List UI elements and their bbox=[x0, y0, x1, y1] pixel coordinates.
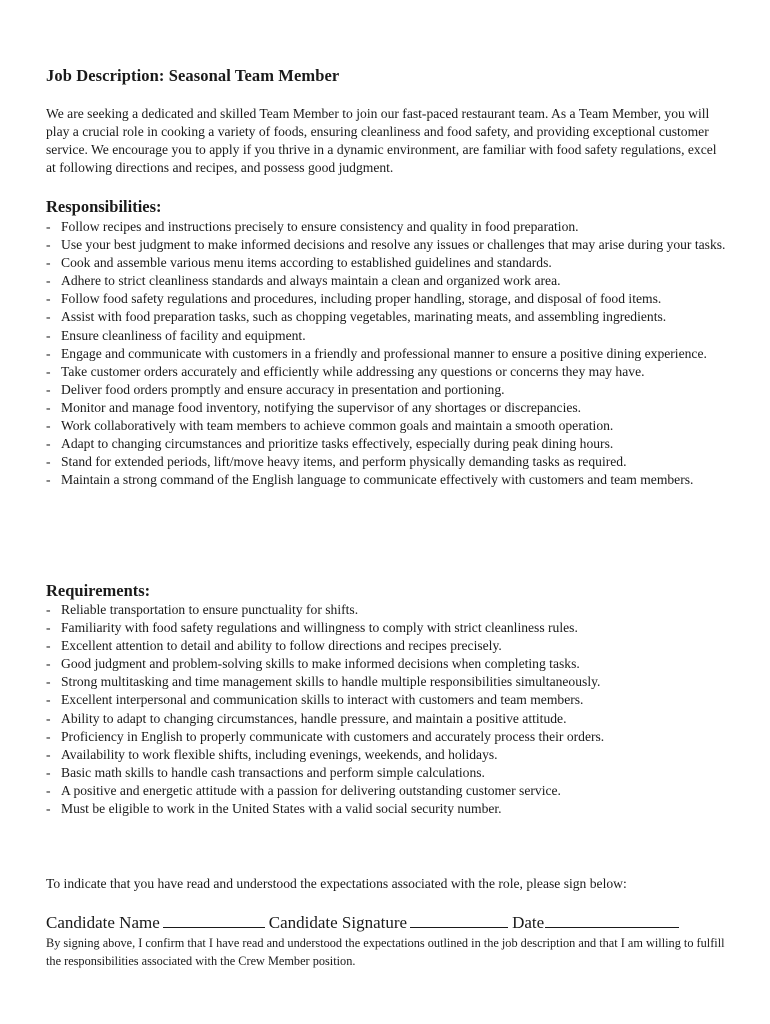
list-item bbox=[46, 619, 736, 637]
list-item bbox=[46, 381, 736, 399]
list-item bbox=[46, 655, 736, 673]
list-item-text: Good judgment and problem-solving skills to make informed decisions when completing tasks. bbox=[61, 656, 580, 672]
bullet-dash: - bbox=[46, 273, 51, 289]
list-item-text: A positive and energetic attitude with a passion for delivering outstanding customer service. bbox=[61, 782, 561, 798]
intro-paragraph: We are seeking a dedicated and skilled Team Member to join our fast-paced restaurant team. As a Team Member, you will play a crucial role in cooking a variety of foods, ensuring cleanliness and food safety, and providing exceptional customer service. We encourage you to apply if you thrive in a dynamic environment, are familiar with food safety regulations, excel at following directions and recipes, and possess good judgment. bbox=[46, 106, 717, 175]
list-item bbox=[46, 453, 736, 471]
list-item-text: Follow recipes and instructions precisely to ensure consistency and quality in food preparation. bbox=[61, 219, 579, 234]
list-item bbox=[46, 272, 736, 290]
list-item bbox=[46, 327, 736, 345]
list-item-text: Follow food safety regulations and procedures, including proper handling, storage, and disposal of food items. bbox=[61, 291, 662, 307]
list-item-text: Monitor and manage food inventory, notifying the supervisor of any shortages or discrepancies. bbox=[61, 399, 582, 415]
bullet-dash: - bbox=[46, 764, 51, 780]
bullet-dash: - bbox=[46, 710, 51, 726]
list-item bbox=[46, 254, 736, 272]
responsibilities-list bbox=[46, 218, 736, 489]
bullet-dash: - bbox=[46, 746, 51, 762]
list-item-text: Availability to work flexible shifts, including evenings, weekends, and holidays. bbox=[61, 746, 498, 762]
list-item bbox=[46, 673, 736, 691]
bullet-dash: - bbox=[46, 674, 51, 690]
list-item bbox=[46, 417, 736, 435]
list-item bbox=[46, 691, 736, 709]
responsibilities-heading: Responsibilities: bbox=[46, 197, 162, 216]
list-item bbox=[46, 710, 736, 728]
list-item bbox=[46, 637, 736, 655]
bullet-dash: - bbox=[46, 291, 51, 307]
bullet-dash: - bbox=[46, 309, 51, 325]
bullet-dash: - bbox=[46, 692, 51, 708]
list-item bbox=[46, 290, 736, 308]
list-item-text: Cook and assemble various menu items according to established guidelines and standards. bbox=[61, 255, 552, 271]
list-item-text: Strong multitasking and time management skills to handle multiple responsibilities simultaneously. bbox=[61, 674, 601, 690]
bullet-dash: - bbox=[46, 381, 51, 397]
list-item bbox=[46, 308, 736, 326]
list-item bbox=[46, 218, 736, 236]
list-item bbox=[46, 782, 736, 800]
bullet-dash: - bbox=[46, 219, 51, 234]
bullet-dash: - bbox=[46, 454, 51, 470]
bullet-dash: - bbox=[46, 728, 51, 744]
list-item-text: Take customer orders accurately and efficiently while addressing any questions or concerns they may have. bbox=[61, 363, 645, 379]
list-item bbox=[46, 764, 736, 782]
signature-line bbox=[46, 913, 683, 933]
bullet-dash: - bbox=[46, 327, 51, 343]
list-item bbox=[46, 746, 736, 764]
list-item-text: Adapt to changing circumstances and prioritize tasks effectively, especially during peak dining hours. bbox=[61, 436, 614, 452]
bullet-dash: - bbox=[46, 255, 51, 271]
list-item-text: Maintain a strong command of the English language to communicate effectively with customers and team members. bbox=[61, 472, 694, 488]
list-item-text: Adhere to strict cleanliness standards and always maintain a clean and organized work area. bbox=[61, 273, 561, 289]
page-title: Job Description: Seasonal Team Member bbox=[46, 66, 340, 85]
list-item-text: Deliver food orders promptly and ensure accuracy in presentation and portioning. bbox=[61, 381, 505, 397]
list-item bbox=[46, 728, 736, 746]
list-item-text: Proficiency in English to properly communicate with customers and accurately process their orders. bbox=[61, 728, 605, 744]
date-label: Date bbox=[512, 913, 545, 932]
bullet-dash: - bbox=[46, 418, 51, 434]
signature-instruction: To indicate that you have read and understood the expectations associated with the role, please sign below: bbox=[46, 876, 627, 891]
bullet-dash: - bbox=[46, 345, 51, 361]
list-item bbox=[46, 236, 736, 254]
list-item-text: Excellent interpersonal and communication skills to interact with customers and team members. bbox=[61, 692, 584, 708]
list-item-text: Basic math skills to handle cash transactions and perform simple calculations. bbox=[61, 764, 485, 780]
list-item bbox=[46, 363, 736, 381]
candidate-name-label: Candidate Name bbox=[46, 913, 160, 932]
bullet-dash: - bbox=[46, 399, 51, 415]
bullet-dash: - bbox=[46, 436, 51, 452]
bullet-dash: - bbox=[46, 472, 51, 488]
requirements-heading: Requirements: bbox=[46, 581, 151, 600]
list-item-text: Ensure cleanliness of facility and equipment. bbox=[61, 327, 306, 343]
list-item-text: Excellent attention to detail and ability to follow directions and recipes precisely. bbox=[61, 638, 502, 654]
list-item bbox=[46, 345, 736, 363]
requirements-list bbox=[46, 601, 736, 818]
list-item bbox=[46, 471, 736, 489]
list-item-text: Engage and communicate with customers in a friendly and professional manner to ensure a positive dining experience. bbox=[61, 345, 707, 361]
list-item-text: Use your best judgment to make informed decisions and resolve any issues or challenges that may arise during your tasks. bbox=[61, 237, 726, 253]
bullet-dash: - bbox=[46, 782, 51, 798]
list-item bbox=[46, 435, 736, 453]
list-item-text: Reliable transportation to ensure punctuality for shifts. bbox=[61, 602, 359, 617]
list-item-text: Ability to adapt to changing circumstances, handle pressure, and maintain a positive attitude. bbox=[61, 710, 567, 726]
list-item bbox=[46, 601, 736, 619]
date-field[interactable] bbox=[545, 913, 679, 928]
candidate-signature-field[interactable] bbox=[410, 913, 508, 928]
bullet-dash: - bbox=[46, 620, 51, 636]
bullet-dash: - bbox=[46, 363, 51, 379]
list-item-text: Assist with food preparation tasks, such as chopping vegetables, marinating meats, and assembling ingredients. bbox=[61, 309, 667, 325]
list-item-text: Familiarity with food safety regulations and willingness to comply with strict cleanliness rules. bbox=[61, 620, 578, 636]
bullet-dash: - bbox=[46, 237, 51, 253]
bullet-dash: - bbox=[46, 638, 51, 654]
list-item-text: Must be eligible to work in the United States with a valid social security number. bbox=[61, 801, 502, 817]
list-item bbox=[46, 800, 736, 818]
list-item bbox=[46, 399, 736, 417]
candidate-signature-label: Candidate Signature bbox=[268, 913, 408, 932]
list-item-text: Stand for extended periods, lift/move heavy items, and perform physically demanding tasks as required. bbox=[61, 454, 627, 470]
candidate-name-field[interactable] bbox=[163, 913, 265, 928]
list-item-text: Work collaboratively with team members to achieve common goals and maintain a smooth operation. bbox=[61, 418, 614, 434]
bullet-dash: - bbox=[46, 602, 51, 617]
bullet-dash: - bbox=[46, 656, 51, 672]
confirmation-statement: By signing above, I confirm that I have read and understood the expectations outlined in the job description and that I am willing to fulfill the responsibilities associated with the Crew Member position. bbox=[46, 936, 725, 968]
bullet-dash: - bbox=[46, 801, 51, 817]
